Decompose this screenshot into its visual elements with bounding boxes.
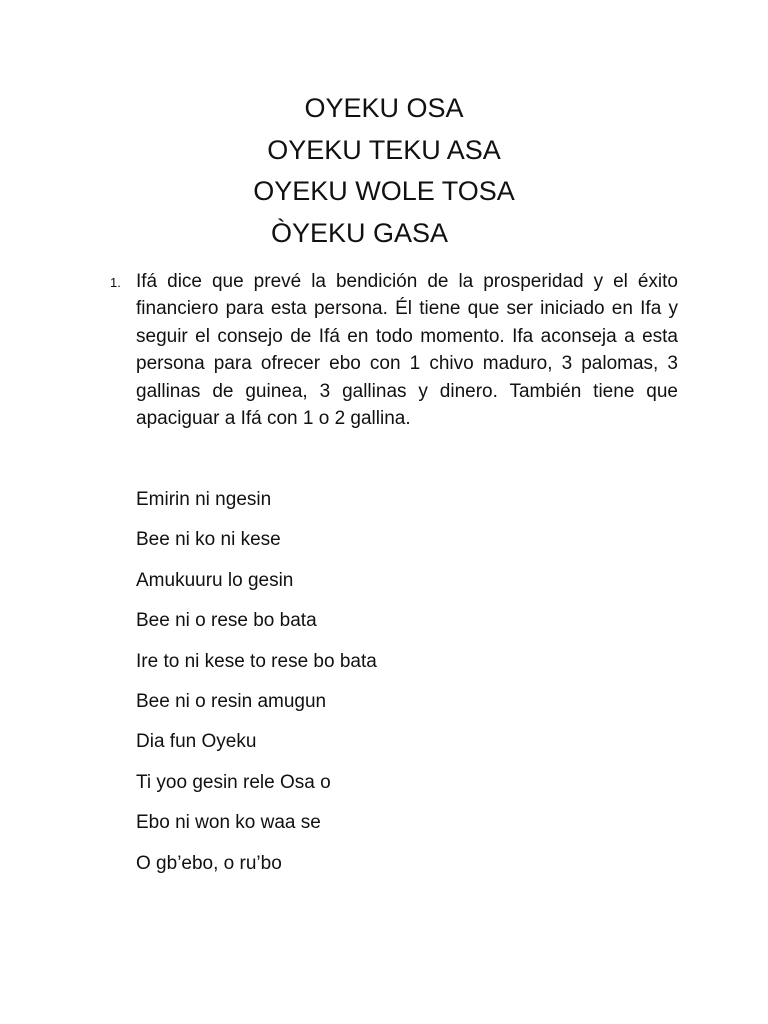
verse-line: Bee ni ko ni kese	[136, 529, 281, 551]
title-line-3: OYEKU WOLE TOSA	[253, 176, 515, 206]
verse-block	[136, 486, 696, 890]
list-number: 1.	[110, 275, 121, 290]
verse-line: O gb’ebo, o ru’bo	[136, 852, 282, 874]
verse-line: Dia fun Oyeku	[136, 731, 257, 753]
verse-line: Ebo ni won ko waa se	[136, 812, 321, 834]
title-line-2: OYEKU TEKU ASA	[267, 134, 501, 165]
title-line-1: OYEKU OSA	[304, 93, 464, 123]
paragraph-text: Ifá dice que prevé la bendición de la prosperidad y el éxito financiero para esta persona. Él tiene que ser iniciado en Ifa y seguir el consejo de Ifá en todo momento. Ifa aconseja a esta persona para ofrecer ebo con 1 chivo maduro, 3 palomas, 3 gallinas de guinea, 3 gallinas y dinero. También tiene que apaciguar a Ifá con 1 o 2 gallina.	[136, 271, 678, 430]
numbered-paragraph	[110, 268, 678, 432]
verse-line: Ire to ni kese to rese bo bata	[136, 650, 377, 672]
verse-line: Bee ni o resin amugun	[136, 690, 327, 712]
document-title	[0, 88, 768, 254]
verse-line: Ti yoo gesin rele Osa o	[136, 771, 331, 793]
verse-line: Amukuuru lo gesin	[136, 569, 294, 591]
title-line-4: ÒYEKU GASA	[271, 217, 449, 248]
verse-line: Bee ni o rese bo bata	[136, 610, 317, 632]
verse-line: Emirin ni ngesin	[136, 489, 272, 510]
